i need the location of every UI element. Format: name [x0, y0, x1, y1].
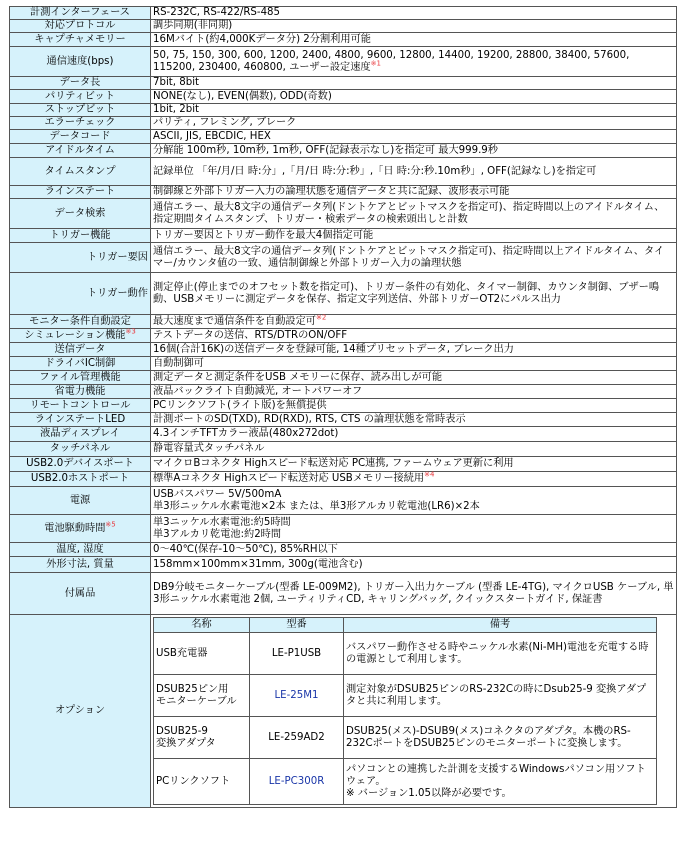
spec-value-text: 0～40℃(保存-10～50℃), 85%RH以下 [153, 543, 338, 555]
option-name: PCリンクソフト [154, 759, 250, 805]
spec-label-text: 電源 [69, 494, 91, 506]
spec-row [10, 329, 677, 343]
spec-label-text: 温度, 湿度 [56, 543, 104, 555]
spec-label [10, 104, 151, 117]
spec-label [10, 273, 151, 315]
spec-label [10, 557, 151, 573]
spec-label-text: モニター条件自動設定 [29, 315, 131, 327]
footnote-mark: ※3 [125, 327, 136, 336]
spec-value-text: 記録単位 「年/月/日 時:分」,「月/日 時:分:秒」,「日 時:分:秒.10m秒」, OFF(記録なし)を指定可 [153, 165, 597, 177]
spec-label [10, 413, 151, 427]
spec-value-text: 制御線と外部トリガー入力の論理状態を通信データと共に記録、波形表示可能 [153, 186, 510, 197]
spec-label-text: タッチパネル [49, 443, 111, 454]
spec-value [151, 20, 677, 33]
spec-value-text: 16Mバイト(約4,000Kデータ分) 2分割利用可能 [153, 33, 371, 45]
spec-label-text: リモートコントロール [29, 399, 131, 411]
option-row [154, 717, 657, 759]
spec-label [10, 357, 151, 371]
option-row [154, 633, 657, 675]
spec-value [151, 315, 677, 329]
spec-value [151, 515, 677, 543]
spec-row [10, 158, 677, 186]
spec-row [10, 487, 677, 515]
spec-row [10, 273, 677, 315]
option-model[interactable]: LE-PC300R [250, 759, 344, 805]
option-note: 測定対象がDSUB25ピンのRS-232Cの時にDsub25-9 変換アダプタと共に利用します。 [344, 675, 657, 717]
spec-row [10, 385, 677, 399]
options-label: オプション [10, 615, 151, 808]
spec-value [151, 7, 677, 20]
spec-value-text: 自動制御可 [153, 357, 204, 369]
spec-value-text: ASCII, JIS, EBCDIC, HEX [153, 130, 271, 142]
spec-value-text: RS-232C, RS-422/RS-485 [153, 7, 281, 18]
spec-value-text: 通信エラー、最大8文字の通信データ列(ドントケアとビットマスクを指定可)、指定時間以上のアイドルタイム、指定期間タイムスタンプ、トリガー・検索データの検索頭出しと計数 [153, 201, 665, 225]
spec-row [10, 104, 677, 117]
spec-label [10, 130, 151, 144]
spec-value-text: 標準Aコネクタ Highスピード転送対応 USBメモリー接続用 [153, 473, 425, 484]
spec-value [151, 427, 677, 442]
spec-value-text: テストデータの送信、RTS/DTRのON/OFF [153, 329, 348, 341]
option-name: DSUB25ピン用 モニターケーブル [154, 675, 250, 717]
spec-value [151, 472, 677, 487]
spec-value [151, 77, 677, 90]
spec-value [151, 117, 677, 130]
spec-row [10, 117, 677, 130]
spec-value [151, 573, 677, 615]
spec-row [10, 315, 677, 329]
spec-label-text: ラインステート [44, 186, 116, 197]
spec-label-text: 外形寸法, 質量 [46, 558, 114, 570]
spec-label-text: トリガー要因 [86, 251, 148, 263]
option-note: DSUB25(メス)-DSUB9(メス)コネクタのアダプタ。本機のRS-232CポートをDSUB25ピンのモニターポートに変換します。 [344, 717, 657, 759]
options-header-cell: 備考 [344, 618, 657, 633]
spec-value-text: マイクロBコネクタ Highスピード転送対応 PC連携, ファームウェア更新に利用 [153, 458, 514, 469]
spec-value [151, 158, 677, 186]
spec-label-text: データコード [49, 130, 111, 142]
spec-value-text: 7bit, 8bit [153, 77, 200, 88]
footnote-mark: ※1 [370, 59, 381, 68]
footnote-mark: ※5 [105, 520, 116, 529]
spec-label [10, 158, 151, 186]
spec-row [10, 7, 677, 20]
spec-label-text: 省電力機能 [54, 385, 106, 397]
options-header-cell: 名称 [154, 618, 250, 633]
spec-value-text: 158mm×100mm×31mm, 300g(電池含む) [153, 558, 363, 570]
spec-label-text: USB2.0デバイスポート [26, 458, 134, 469]
spec-label [10, 243, 151, 273]
spec-label [10, 442, 151, 457]
spec-label [10, 515, 151, 543]
option-model: LE-259AD2 [250, 717, 344, 759]
spec-label [10, 329, 151, 343]
footnote-mark: ※2 [316, 313, 327, 322]
spec-value [151, 90, 677, 104]
spec-value [151, 487, 677, 515]
spec-label-text: エラーチェック [44, 117, 116, 128]
spec-value-text: USBバスパワー 5V/500mA 単3形ニッケル水素電池×2本 または、単3形アルカリ乾電池(LR6)×2本 [153, 488, 480, 512]
spec-value-text: NONE(なし), EVEN(偶数), ODD(奇数) [153, 90, 332, 102]
spec-row [10, 47, 677, 77]
spec-value-text: 計測ポートのSD(TXD), RD(RXD), RTS, CTS の論理状態を常時表示 [153, 413, 466, 425]
spec-value [151, 357, 677, 371]
spec-row [10, 229, 677, 243]
spec-label [10, 399, 151, 413]
spec-label-text: データ長 [59, 77, 101, 88]
spec-row [10, 186, 677, 199]
spec-row [10, 515, 677, 543]
spec-value [151, 33, 677, 47]
spec-label [10, 385, 151, 399]
spec-value-text: 測定データと測定条件をUSB メモリーに保存、読み出しが可能 [153, 371, 443, 383]
spec-label-text: アイドルタイム [45, 144, 115, 156]
options-header-cell: 型番 [250, 618, 344, 633]
spec-row [10, 243, 677, 273]
spec-label [10, 199, 151, 229]
spec-value-text: 最大速度まで通信条件を自動設定可 [153, 315, 316, 327]
spec-label [10, 47, 151, 77]
spec-value [151, 47, 677, 77]
spec-label [10, 186, 151, 199]
option-model: LE-P1USB [250, 633, 344, 675]
options-table [153, 617, 657, 805]
spec-value-text: PCリンクソフト(ライト版)を無償提供 [153, 399, 327, 411]
spec-value-text: 単3ニッケル水素電池:約5時間 単3アルカリ乾電池:約2時間 [153, 516, 291, 540]
spec-label-text: パリティビット [45, 90, 115, 102]
spec-row [10, 199, 677, 229]
option-model[interactable]: LE-25M1 [250, 675, 344, 717]
spec-value [151, 371, 677, 385]
spec-label-text: ドライバIC制御 [44, 357, 116, 369]
spec-label [10, 487, 151, 515]
spec-label [10, 20, 151, 33]
spec-row [10, 442, 677, 457]
spec-value [151, 399, 677, 413]
spec-row [10, 343, 677, 357]
spec-row [10, 413, 677, 427]
option-note: パソコンとの連携した計測を支援するWindowsパソコン用ソフトウェア。 ※ バージョン1.05以降が必要です。 [344, 759, 657, 805]
option-row [154, 675, 657, 717]
spec-label-text: タイムスタンプ [44, 165, 116, 177]
spec-label-text: シミュレーション機能 [24, 329, 126, 341]
footnote-mark: ※4 [424, 470, 435, 479]
spec-label-text: 計測インターフェース [30, 7, 130, 18]
spec-row [10, 573, 677, 615]
spec-label [10, 543, 151, 557]
spec-label [10, 33, 151, 47]
options-row [10, 615, 677, 808]
spec-value [151, 457, 677, 472]
spec-value-text: DB9分岐モニターケーブル(型番 LE-009M2), トリガー入出力ケーブル (型番 LE-4TG), マイクロUSB ケーブル, 単3形ニッケル水素電池 2個, ユーティリティCD, キャリングバッグ, クイックスタートガイド, 保証書 [153, 581, 674, 605]
spec-value [151, 243, 677, 273]
spec-row [10, 427, 677, 442]
spec-value [151, 199, 677, 229]
spec-row [10, 77, 677, 90]
spec-label-text: USB2.0ホストポート [30, 473, 130, 484]
spec-value [151, 273, 677, 315]
spec-table [9, 6, 677, 808]
option-name: USB充電器 [154, 633, 250, 675]
spec-table-container [9, 6, 677, 808]
spec-label-text: 対応プロトコル [44, 20, 116, 31]
spec-value-text: パリティ, フレミング, ブレーク [153, 117, 297, 128]
spec-value-text: 16個(合計16K)の送信データを登録可能, 14種プリセットデータ, ブレーク出力 [153, 343, 514, 355]
spec-value-text: 調歩同期(非同期) [153, 20, 233, 31]
spec-row [10, 130, 677, 144]
spec-label [10, 573, 151, 615]
spec-label-text: 付属品 [64, 587, 96, 599]
spec-value-text: トリガー要因とトリガー動作を最大4個指定可能 [153, 229, 374, 241]
spec-label-text: 電池駆動時間 [44, 522, 106, 534]
spec-value-text: 通信エラー、最大8文字の通信データ列(ドントケアとビットマスク指定可)、指定時間以上アイドルタイム、タイマー/カウンタ値の一致、通信制御線と外部トリガー入力の論理状態 [153, 245, 665, 269]
spec-row [10, 457, 677, 472]
spec-label [10, 77, 151, 90]
spec-value [151, 229, 677, 243]
spec-label-text: キャプチャメモリー [34, 33, 126, 45]
spec-row [10, 357, 677, 371]
spec-value-text: 静電容量式タッチパネル [153, 443, 265, 454]
spec-label [10, 343, 151, 357]
option-row [154, 759, 657, 805]
spec-row [10, 543, 677, 557]
spec-row [10, 144, 677, 158]
spec-value [151, 144, 677, 158]
spec-label-text: 液晶ディスプレイ [40, 428, 120, 439]
spec-value [151, 413, 677, 427]
spec-label-text: トリガー機能 [49, 229, 111, 241]
spec-label [10, 229, 151, 243]
spec-label-text: 送信データ [54, 343, 106, 355]
spec-value-text: 液晶バックライト自動減光, オートパワーオフ [153, 385, 363, 397]
spec-value-text: 分解能 100m秒, 10m秒, 1m秒, OFF(記録表示なし)を指定可 最大999.9秒 [153, 144, 498, 156]
spec-label [10, 117, 151, 130]
spec-label [10, 90, 151, 104]
spec-label-text: 通信速度(bps) [46, 55, 114, 67]
spec-value [151, 442, 677, 457]
spec-label-text: トリガー動作 [86, 287, 148, 299]
spec-row [10, 371, 677, 385]
spec-label [10, 7, 151, 20]
spec-label [10, 472, 151, 487]
spec-label-text: ラインステートLED [34, 413, 126, 425]
options-cell [151, 615, 677, 808]
spec-value [151, 329, 677, 343]
spec-row [10, 90, 677, 104]
spec-row [10, 557, 677, 573]
spec-label [10, 457, 151, 472]
spec-value [151, 543, 677, 557]
spec-value [151, 130, 677, 144]
spec-value-text: 50, 75, 150, 300, 600, 1200, 2400, 4800, 9600, 12800, 14400, 19200, 28800, 38400, 57600, 115200, 230400, 460800, ユーザー設定速度 [153, 49, 630, 73]
spec-label [10, 371, 151, 385]
spec-label-text: ストップビット [44, 104, 116, 115]
spec-value-text: 4.3インチTFTカラー液晶(480x272dot) [153, 428, 339, 439]
spec-row [10, 20, 677, 33]
option-note: バスパワー動作させる時やニッケル水素(Ni-MH)電池を充電する時の電源として利用します。 [344, 633, 657, 675]
spec-value [151, 104, 677, 117]
spec-value-text: 測定停止(停止までのオフセット数を指定可)、トリガー条件の有効化、タイマー制御、カウンタ制御、ブザー鳴動、USBメモリーに測定データを保存、指定文字列送信、外部トリガーOT2にパルス出力 [153, 281, 660, 305]
options-header-row [154, 618, 657, 633]
spec-row [10, 472, 677, 487]
spec-value [151, 186, 677, 199]
spec-label [10, 144, 151, 158]
spec-label-text: ファイル管理機能 [39, 371, 121, 383]
spec-value [151, 385, 677, 399]
spec-row [10, 399, 677, 413]
spec-row [10, 33, 677, 47]
spec-value-text: 1bit, 2bit [153, 104, 200, 115]
spec-value [151, 343, 677, 357]
spec-label [10, 427, 151, 442]
spec-label-text: データ検索 [54, 207, 106, 219]
spec-value [151, 557, 677, 573]
option-name: DSUB25-9 変換アダプタ [154, 717, 250, 759]
